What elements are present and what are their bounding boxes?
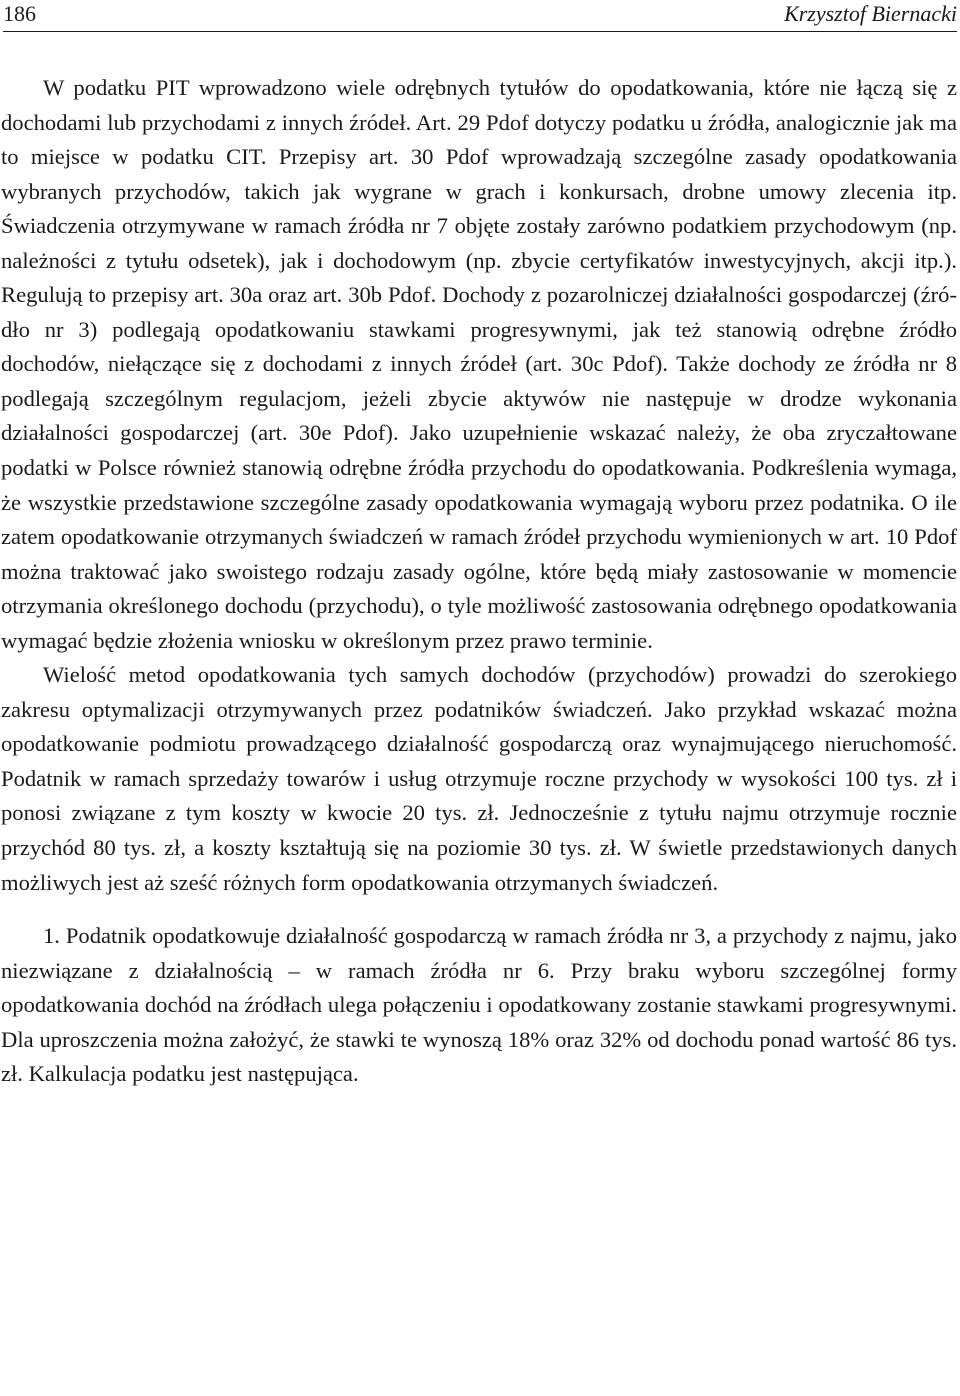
paragraph: W podatku PIT wprowadzono wiele odrębnych tytułów do opodatkowania, które nie łączą się z dochodami lub przychodami z innych źródeł. Art. 29 Pdof dotyczy podatku u źródła, analogicznie jak ma to miejsce w podatku CIT. Przepisy art. 30 Pdof wprowadzają szczególne zasady opodatkowania wybranych przychodów, takich jak wygrane w grach i konkursach, drobne umowy zlecenia itp. Świadczenia otrzymywane w ramach źródła nr 7 objęte zostały zarówno podatkiem przychodowym (np. należności z tytułu odsetek), jak i dochodowym (np. zbycie certyfikatów inwestycyjnych, akcji itp.). Regulują to przepisy art. 30a oraz art. 30b Pdof. Dochody z pozarolniczej działalności gospodarczej (źródło nr 3) podlegają opodatkowaniu stawkami progresywnymi, jak też stanowią odrębne źródło dochodów, niełączące się z dochodami z innych źródeł (art. 30c Pdof). Także dochody ze źródła nr 8 podlegają szczególnym regulacjom, jeżeli zbycie aktywów nie następuje w drodze wykonania działalności gospodarczej (art. 30e Pdof). Jako uzupełnienie wskazać należy, że oba zryczałtowane podatki w Polsce również stanowią odrębne źródła przychodu do opodatkowania. Podkreślenia wymaga, że wszystkie przedstawione szczególne zasady opodatkowania wymagają wyboru przez podatnika. O ile zatem opodatkowanie otrzymanych świadczeń w ramach źródeł przychodu wymienionych w art. 10 Pdof można traktować jako swoistego rodzaju zasady ogólne, które będą miały zastosowanie w momencie otrzymania określonego dochodu (przychodu), o tyle możliwość zastosowania odrębnego opodatkowania wymagać będzie złożenia wniosku w określonym przez prawo terminie. <box>1 75 957 653</box>
paragraph: Wielość metod opodatkowania tych samych dochodów (przychodów) prowadzi do szerokiego zakresu optymalizacji otrzymywanych przez podatników świadczeń. Jako przykład wskazać można opodatkowanie podmiotu prowadzącego działalność gospodarczą oraz wynajmującego nieruchomość. Podatnik w ramach sprzedaży towarów i usług otrzymuje roczne przychody w wysokości 100 tys. zł i ponosi związane z tym koszty w kwocie 20 tys. zł. Jednocześnie z tytułu najmu otrzymuje rocznie przychód 80 tys. zł, a koszty kształtują się na poziomie 30 tys. zł. W świetle przedstawionych danych możliwych jest aż sześć różnych form opodatkowania otrzymanych świadczeń. <box>1 662 957 895</box>
running-header <box>3 0 957 32</box>
page-number: 186 <box>3 1 36 26</box>
body-text <box>1 71 957 1092</box>
list-item: 1. Podatnik opodatkowuje działalność gospodarczą w ramach źródła nr 3, a przychody z najmu, jako niezwiązane z działalnością – w ramach źródła nr 6. Przy braku wyboru szczególnej formy opodatkowania dochód na źródłach ulega połączeniu i opodatkowany zostanie stawkami progresywnymi. Dla uproszczenia można założyć, że stawki te wynoszą 18% oraz 32% od dochodu ponad wartość 86 tys. zł. Kalkulacja podatku jest następująca. <box>1 923 957 1087</box>
running-author: Krzysztof Biernacki <box>784 1 957 26</box>
